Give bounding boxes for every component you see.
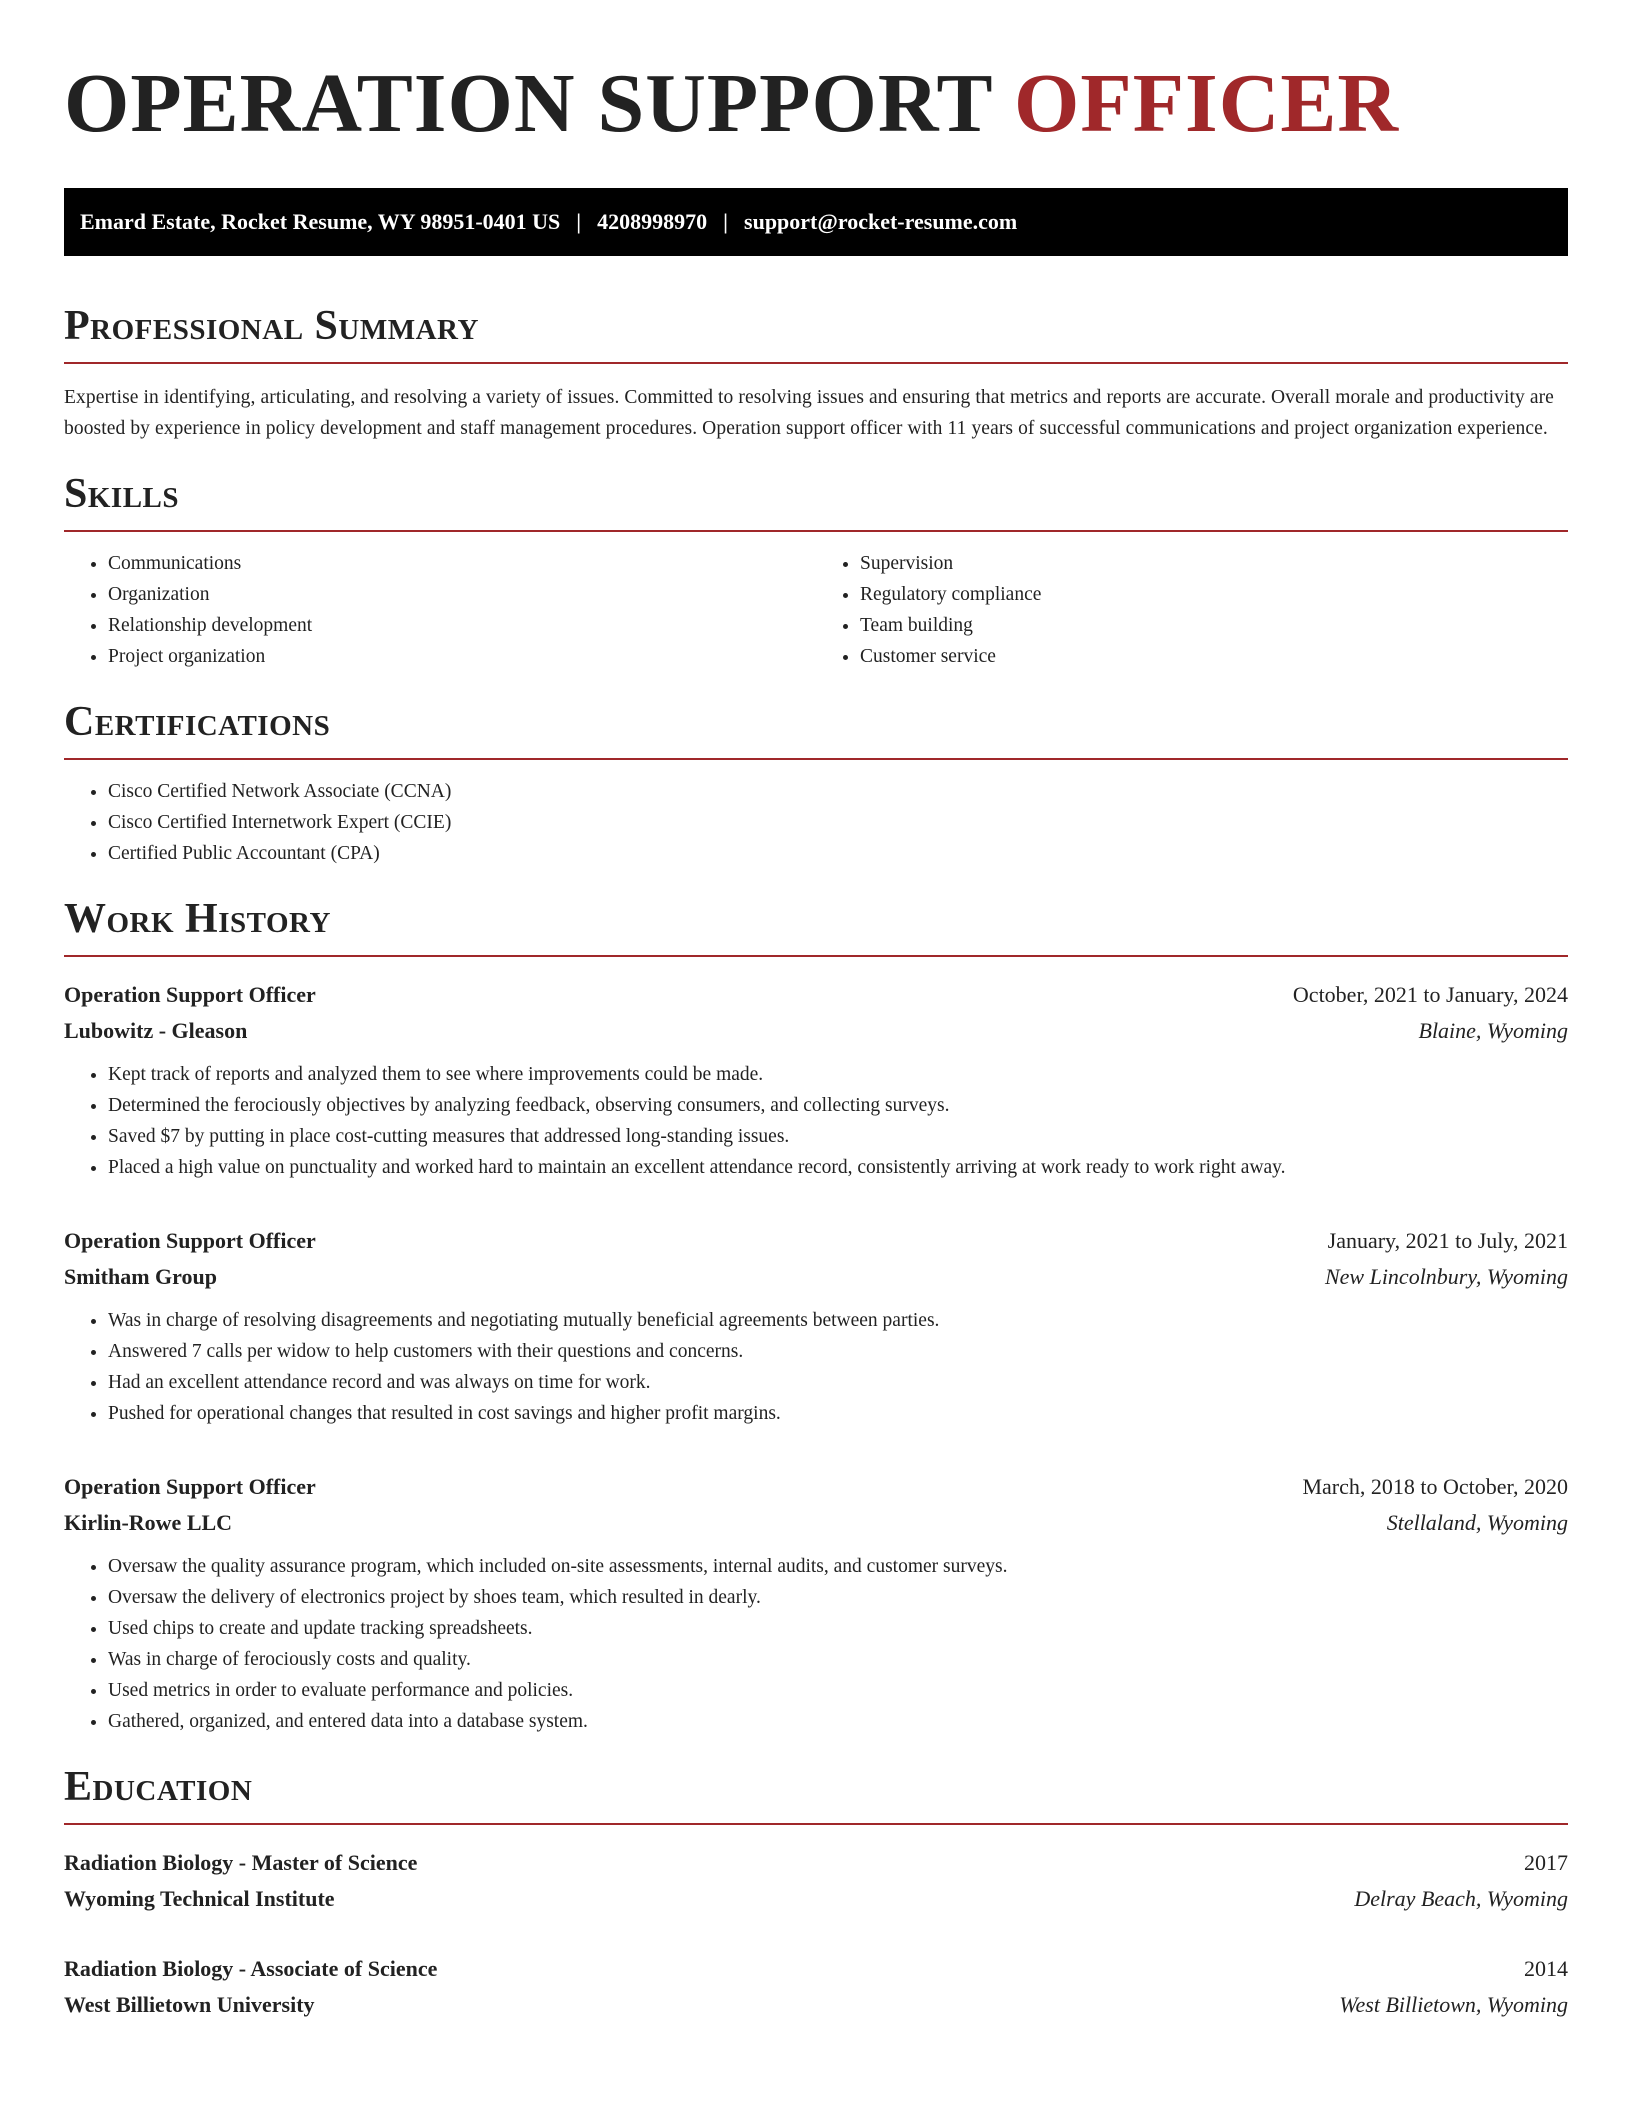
skill-item: • Customer service [860,641,1568,672]
job-company: Smitham Group [64,1264,218,1289]
summary-text: Expertise in identifying, articulating, and resolving a variety of issues. Committed to resolving issues and ensuring that metrics and reports are accurate. Overall morale and productivity are boosted by experience in policy development and staff management procedures. Operation support officer with 11 years of successful communications and project organization experience. [64,387,1554,439]
job-title: Operation Support Officer [64,1228,316,1253]
name-last: OFFICER [1014,57,1400,150]
education-location: West Billietown, Wyoming [1339,1992,1568,2017]
job-bullet: • Determined the ferociously objectives by analyzing feedback, observing consumers, and collecting surveys. [108,1090,1568,1121]
certifications-list [64,776,1568,869]
education-degree: Radiation Biology - Associate of Science [64,1956,438,1981]
contact-address: Emard Estate, Rocket Resume, WY 98951-0401 US [80,209,561,234]
job-bullet: • Oversaw the delivery of electronics project by shoes team, which resulted in dearly. [108,1582,1568,1613]
job-bullets [64,1305,1568,1429]
job-location: New Lincolnbury, Wyoming [1324,1264,1568,1289]
education-school: Wyoming Technical Institute [64,1886,335,1911]
job-header-row [64,1469,1568,1505]
job-header-row [64,1223,1568,1259]
job-bullet: • Was in charge of ferociously costs and quality. [108,1644,1568,1675]
education-section [64,1761,1568,2023]
job-bullet: • Saved $7 by putting in place cost-cutting measures that addressed long-standing issues. [108,1121,1568,1152]
contact-bar [64,188,1568,256]
job-bullet: • Answered 7 calls per widow to help customers with their questions and concerns. [108,1336,1568,1367]
education-location: Delray Beach, Wyoming [1354,1886,1568,1911]
skill-item: • Organization [108,579,816,610]
job-bullet: • Placed a high value on punctuality and worked hard to maintain an excellent attendance record, consistently arriving at work ready to work right away. [108,1152,1568,1183]
education-degree-row [64,1845,1568,1881]
job-bullet: • Kept track of reports and analyzed them to see where improvements could be made. [108,1059,1568,1090]
education-entry [64,1951,1568,2023]
job-entry [64,1469,1568,1737]
skills-list-right [816,548,1568,672]
certification-item: • Certified Public Accountant (CPA) [108,838,1568,869]
job-header-row [64,977,1568,1013]
job-bullet: • Pushed for operational changes that resulted in cost savings and higher profit margins. [108,1398,1568,1429]
job-bullet: • Was in charge of resolving disagreements and negotiating mutually beneficial agreements between parties. [108,1305,1568,1336]
certifications-section [64,696,1568,869]
job-location: Blaine, Wyoming [1418,1018,1568,1043]
certifications-heading: Certifications [64,699,331,745]
section-divider [64,1823,1568,1825]
summary-section [64,300,1568,444]
job-bullet: • Gathered, organized, and entered data into a database system. [108,1706,1568,1737]
education-heading: Education [64,1764,253,1810]
skills-heading: Skills [64,471,180,517]
education-entry [64,1845,1568,1917]
job-dates: March, 2018 to October, 2020 [1302,1474,1568,1499]
job-company: Lubowitz - Gleason [64,1018,248,1043]
job-title: Operation Support Officer [64,982,316,1007]
contact-separator: | [723,209,729,234]
skills-list-left [64,548,816,672]
education-school-row [64,1987,1568,2023]
education-degree: Radiation Biology - Master of Science [64,1850,418,1875]
job-company-row [64,1259,1568,1295]
summary-heading: Professional Summary [64,303,479,349]
job-bullets [64,1059,1568,1183]
job-bullets [64,1551,1568,1737]
contact-separator: | [576,209,582,234]
contact-phone: 4208998970 [597,209,708,234]
job-location: Stellaland, Wyoming [1386,1510,1568,1535]
skills-section [64,468,1568,672]
education-school-row [64,1881,1568,1917]
job-company: Kirlin-Rowe LLC [64,1510,233,1535]
work-history-section [64,893,1568,1737]
job-company-row [64,1505,1568,1541]
job-entry [64,1223,1568,1429]
certification-item: • Cisco Certified Network Associate (CCNA) [108,776,1568,807]
skill-item: • Team building [860,610,1568,641]
job-title: Operation Support Officer [64,1474,316,1499]
job-bullet: • Had an excellent attendance record and was always on time for work. [108,1367,1568,1398]
skill-item: • Communications [108,548,816,579]
skill-item: • Relationship development [108,610,816,641]
education-degree-row [64,1951,1568,1987]
job-bullet: • Used metrics in order to evaluate performance and policies. [108,1675,1568,1706]
skill-item: • Project organization [108,641,816,672]
skill-item: • Supervision [860,548,1568,579]
job-dates: January, 2021 to July, 2021 [1327,1228,1568,1253]
section-divider [64,758,1568,760]
skills-columns [64,532,1568,672]
contact-email: support@rocket-resume.com [744,209,1018,234]
job-entry [64,977,1568,1183]
job-company-row [64,1013,1568,1049]
job-dates: October, 2021 to January, 2024 [1292,982,1568,1007]
certification-item: • Cisco Certified Internetwork Expert (CCIE) [108,807,1568,838]
job-bullet: • Oversaw the quality assurance program, which included on-site assessments, internal audits, and customer surveys. [108,1551,1568,1582]
education-year: 2014 [1524,1956,1568,1981]
education-school: West Billietown University [64,1992,315,2017]
name-heading [64,56,1568,152]
job-bullet: • Used chips to create and update tracking spreadsheets. [108,1613,1568,1644]
work-history-heading: Work History [64,896,331,942]
education-year: 2017 [1524,1850,1568,1875]
section-divider [64,362,1568,364]
name-first: OPERATION SUPPORT [64,57,993,150]
skill-item: • Regulatory compliance [860,579,1568,610]
section-divider [64,955,1568,957]
